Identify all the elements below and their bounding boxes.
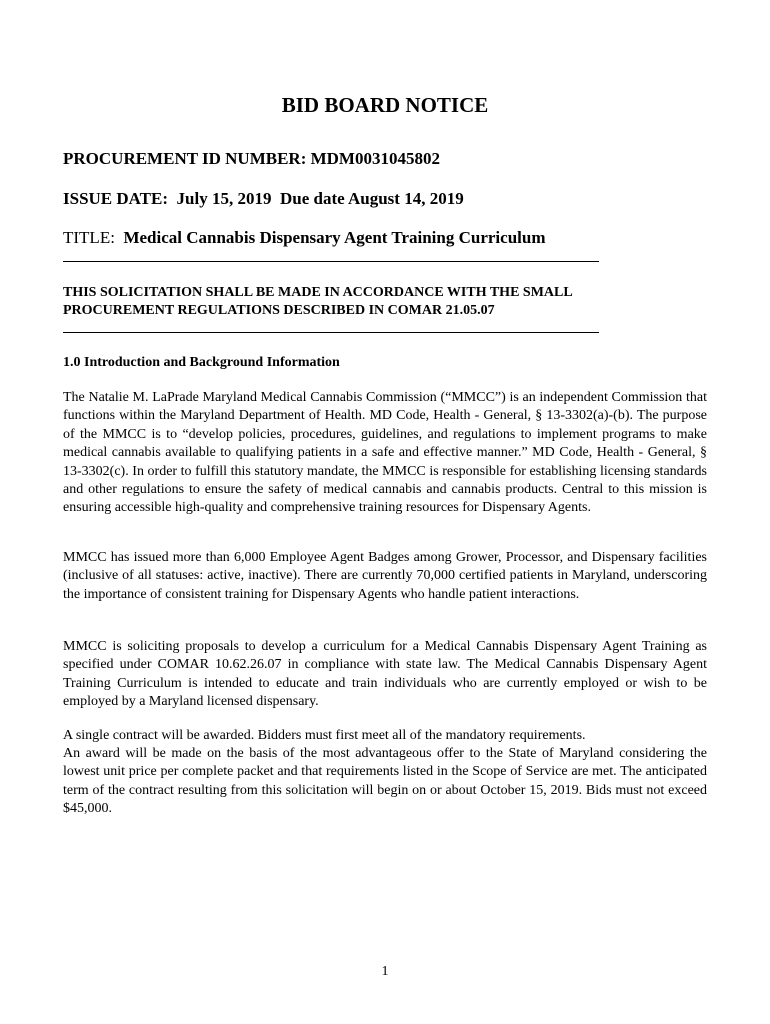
award-line: A single contract will be awarded. Bidders must first meet all of the mandatory requirements. (63, 728, 586, 743)
divider-top (63, 261, 599, 262)
title-label: TITLE (63, 228, 111, 247)
title-value: Medical Cannabis Dispensary Agent Training Curriculum (123, 228, 546, 247)
title-line: TITLE: Medical Cannabis Dispensary Agent Training Curriculum (63, 228, 546, 247)
divider-bottom (63, 332, 599, 333)
award-paragraph: An award will be made on the basis of the most advantageous offer to the State of Maryland considering the lowest unit price per complete packet and that requirements listed in the Scope of Service are met. The anticipated term of the contract resulting from this solicitation will begin on or about October 15, 2019. Bids must not exceed $45,000. (63, 746, 707, 817)
paragraph-solicitation: MMCC is soliciting proposals to develop a curriculum for a Medical Cannabis Dispensary Agent Training as specified under COMAR 10.62.26.07 in compliance with state law. The Medical Cannabis Dispensary Agent Training Curriculum is intended to educate and train individuals who are currently employed or wish to be employed by a Maryland licensed dispensary. (63, 639, 707, 710)
due-date-label: Due date (279, 189, 345, 208)
procurement-id-value: MDM0031045802 (310, 149, 440, 168)
due-date-value: August 14, 2019 (347, 189, 464, 208)
page-number: 1 (381, 964, 389, 979)
issue-date-line (63, 188, 464, 210)
procurement-id-line (63, 148, 440, 170)
paragraph-badges: MMCC has issued more than 6,000 Employee Agent Badges among Grower, Processor, and Dispensary facilities (inclusive of all statuses: active, inactive). There are currently 70,000 certified patients in Maryland, underscoring the importance of consistent training for Dispensary Agents who handle patient interactions. (63, 550, 707, 602)
solicitation-notice: THIS SOLICITATION SHALL BE MADE IN ACCORDANCE WITH THE SMALL PROCUREMENT REGULATIONS DESCRIBED IN COMAR 21.05.07 (63, 285, 572, 318)
paragraph-intro: The Natalie M. LaPrade Maryland Medical Cannabis Commission (“MMCC”) is an independent Commission that functions within the Maryland Department of Health. MD Code, Health - General, § 13-3302(a)-(b). The purpose of the MMCC is to “develop policies, procedures, guidelines, and regulations to implement programs to make medical cannabis available to qualifying patients in a safe and effective manner.” MD Code, Health - General, § 13-3302(c). In order to fulfill this statutory mandate, the MMCC is responsible for establishing licensing standards and other regulations to ensure the safety of medical cannabis and cannabis products. Central to this mission is ensuring accessible high-quality and comprehensive training resources for Dispensary Agents. (63, 390, 707, 516)
issue-date-label: ISSUE DATE: (63, 189, 169, 208)
procurement-id-label: PROCUREMENT ID NUMBER: (63, 149, 307, 168)
document-title: BID BOARD NOTICE (281, 93, 489, 117)
issue-date-value: July 15, 2019 (176, 189, 272, 208)
section-heading: 1.0 Introduction and Background Information (63, 355, 340, 370)
